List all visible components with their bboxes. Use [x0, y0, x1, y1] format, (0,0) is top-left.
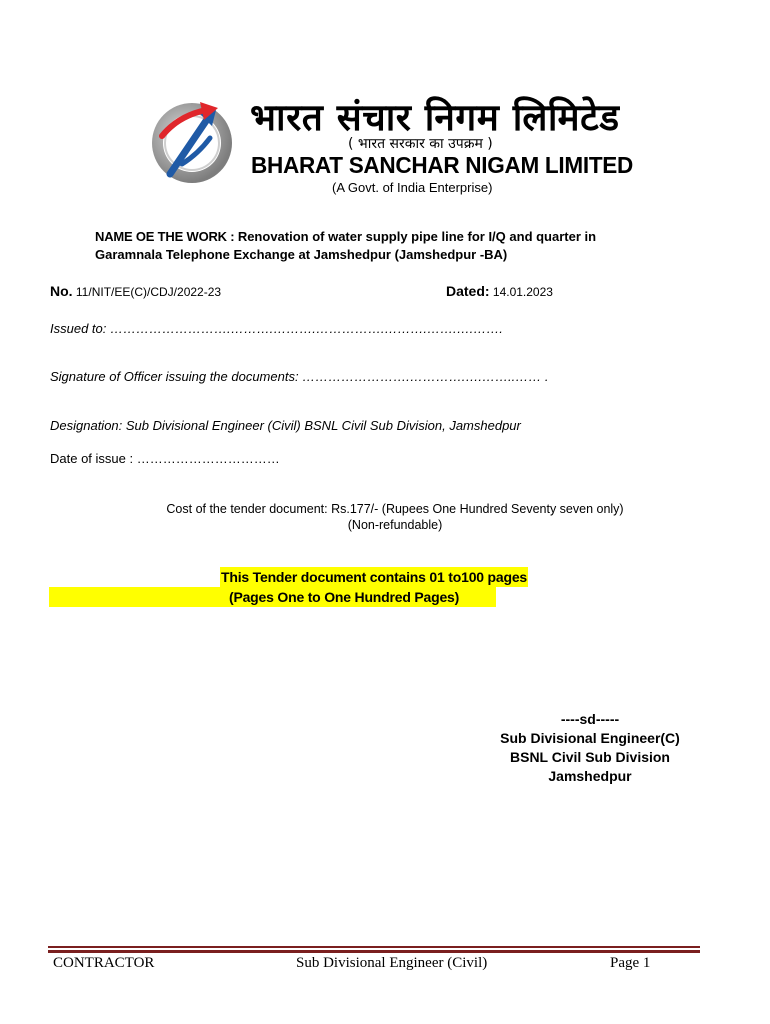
designation-line: Designation: Sub Divisional Engineer (Civil) BSNL Civil Sub Division, Jamshedpur: [50, 418, 521, 433]
tender-date: [446, 283, 553, 299]
tender-cost-line1: Cost of the tender document: Rs.177/- (Rupees One Hundred Seventy seven only): [166, 502, 624, 516]
tender-number-value: 11/NIT/EE(C)/CDJ/2022-23: [72, 285, 222, 299]
bsnl-logo-icon: [148, 96, 236, 186]
tender-cost-line2: (Non-refundable): [347, 518, 443, 532]
signatory-title: Sub Divisional Engineer(C): [500, 730, 680, 746]
footer-rule-thin: [48, 946, 700, 948]
tender-number: [50, 283, 221, 299]
signatory-block: [470, 710, 710, 786]
footer-rule-thick: [48, 950, 700, 953]
name-of-work-line2: Garamnala Telephone Exchange at Jamshedpur (Jamshedpur -BA): [95, 247, 508, 262]
footer-page-number: Page 1: [610, 955, 651, 971]
name-of-work-label: NAME OE THE WORK :: [95, 229, 238, 244]
page-count-highlight-line1: This Tender document contains 01 to100 pages: [221, 569, 528, 585]
date-of-issue-line: Date of issue : ……………………………: [50, 451, 280, 466]
page-count-highlight-line2-text: (Pages One to One Hundred Pages): [229, 589, 460, 605]
signature-sd: ----sd-----: [560, 711, 620, 727]
logo-hindi-title: भारत संचार निगम लिमिटेड: [250, 96, 620, 139]
tender-cost: [140, 501, 650, 533]
page-count-highlight-line2: [49, 587, 496, 607]
tender-date-label: Dated:: [446, 283, 490, 299]
issued-to-line: Issued to: ……………………….……….……….…………….……….…….….…….: [50, 321, 503, 336]
footer-contractor: CONTRACTOR: [53, 955, 155, 971]
tender-date-value: 14.01.2023: [489, 285, 553, 299]
logo-english-subtitle: (A Govt. of India Enterprise): [332, 180, 493, 195]
logo-hindi-subtitle: ( भारत सरकार का उपक्रम ): [348, 136, 493, 152]
logo-english-title: BHARAT SANCHAR NIGAM LIMITED: [251, 152, 634, 178]
tender-number-label: No.: [50, 283, 73, 299]
signatory-location: Jamshedpur: [548, 768, 632, 784]
footer-engineer: Sub Divisional Engineer (Civil): [296, 955, 488, 971]
name-of-work: [95, 228, 695, 264]
signatory-office: BSNL Civil Sub Division: [510, 749, 670, 765]
name-of-work-line1: Renovation of water supply pipe line for I/Q and quarter in: [237, 229, 597, 244]
signature-line: Signature of Officer issuing the documents: …………………….………….….……..…… .: [50, 369, 549, 384]
